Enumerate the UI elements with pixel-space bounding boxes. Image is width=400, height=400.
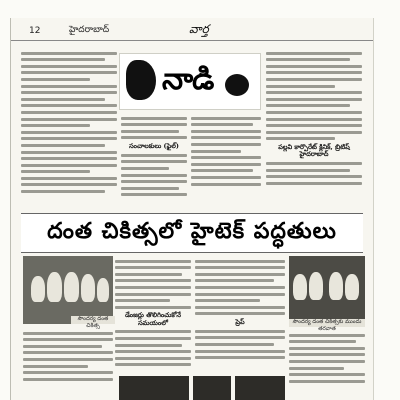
bottom-image-left — [119, 376, 189, 400]
headline: దంత చికిత్సలో హైటెక్ పద్ధతులు — [47, 218, 337, 244]
page-header — [11, 18, 373, 41]
subhead-one: డేంజర్లు తొలిగించుకోనే సమయంలో — [125, 311, 181, 327]
teeth-photo-right — [289, 256, 365, 326]
column-mid-left — [121, 113, 187, 208]
bottom-image-right — [235, 376, 285, 400]
newspaper-name: వార్త — [189, 22, 209, 36]
logo-blob-shape — [126, 60, 156, 100]
teeth-photo-left — [23, 256, 113, 324]
caption-right: సౌందర్య దంత చికిత్సకు ముందు తరవాత — [289, 319, 365, 327]
column-bottom-left — [23, 328, 113, 396]
page-number: 12 — [29, 26, 41, 36]
kicker-two: పల్లవి కార్పొరేట్ క్లినిక్, బ్రిటిష్ హైదరాబాద్ — [278, 142, 350, 159]
headline-banner — [21, 213, 363, 253]
logo-dot-shape — [225, 74, 249, 96]
kicker-one: సంచాలకులు (ఫైల్) — [129, 141, 179, 150]
logo-title: నాడి — [162, 62, 214, 97]
newspaper-page — [10, 18, 374, 400]
subhead-two: ప్రెప్ — [235, 317, 245, 326]
column-article-one — [115, 256, 191, 376]
column-top-left — [21, 48, 117, 208]
bottom-image-mid — [193, 376, 231, 400]
column-article-two — [195, 256, 285, 376]
page-city: హైదరాబాద్ — [69, 25, 110, 35]
column-bottom-right — [289, 330, 365, 395]
nadi-logo — [119, 53, 261, 110]
column-top-right — [266, 48, 362, 208]
caption-left: సౌందర్య దంత చికిత్స — [71, 316, 115, 324]
column-mid-right — [191, 113, 261, 208]
